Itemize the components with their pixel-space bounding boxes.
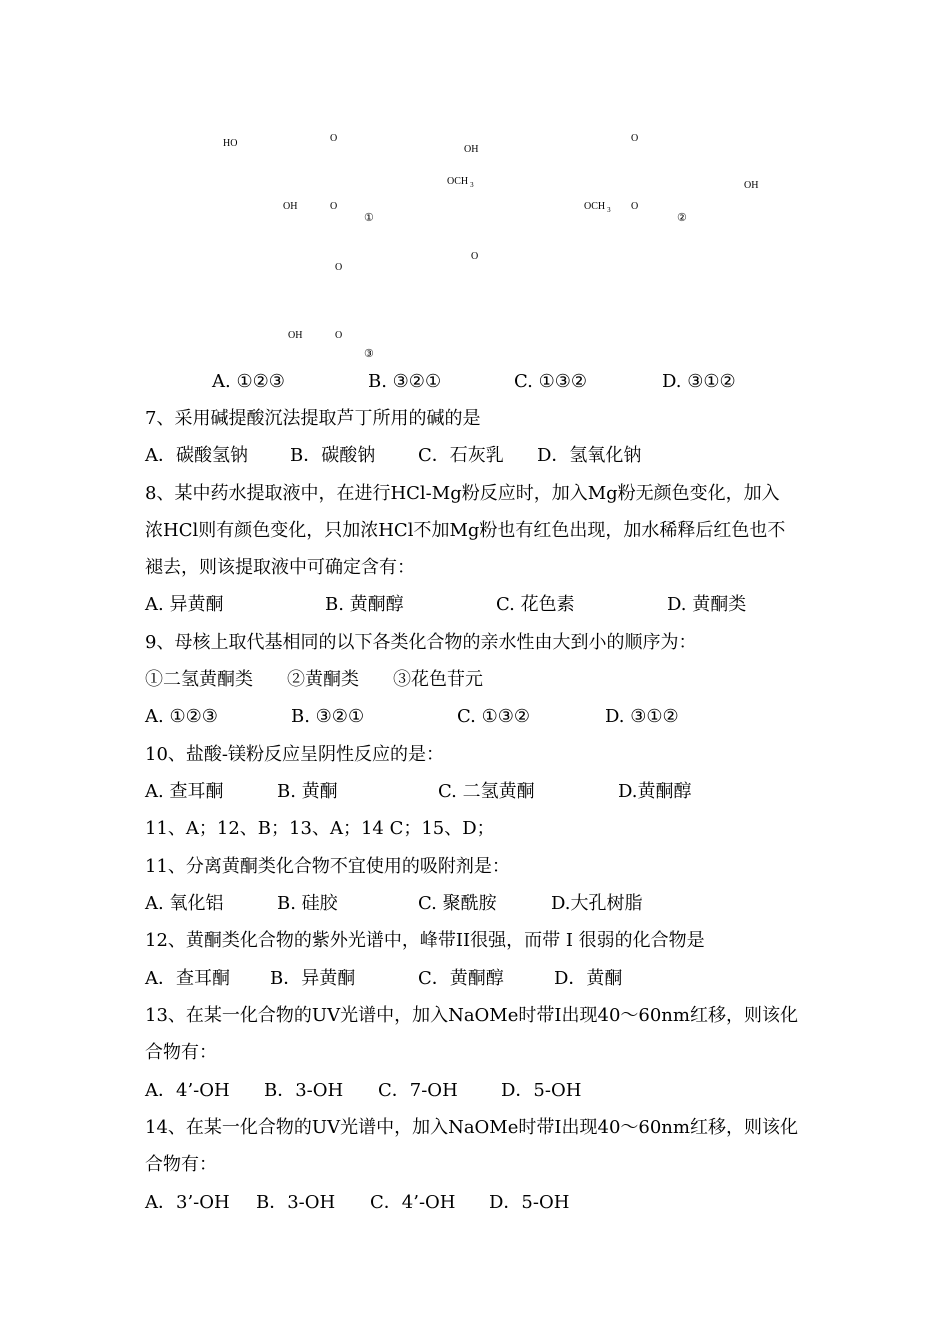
structure-label: OH: [464, 144, 479, 155]
option-d: D.黄酮醇: [618, 781, 692, 802]
structure-label: O: [330, 201, 338, 212]
option-b: B．3-OH: [264, 1080, 344, 1101]
structure-label: O: [335, 330, 343, 341]
structure-label: OCH $_3$: [584, 201, 611, 214]
option-d: D．氢氧化钠: [537, 445, 642, 466]
option-b: B. 黄酮醇: [325, 594, 404, 615]
option-c: C．石灰乳: [418, 445, 504, 466]
option-a: A．碳酸氢钠: [145, 445, 248, 466]
list-item: ①二氢黄酮类: [145, 669, 253, 690]
structure-label: HO: [223, 138, 238, 149]
option-b: B．3-OH: [256, 1192, 336, 1213]
structure-label: O: [471, 251, 479, 262]
structure-label: O: [335, 262, 343, 273]
structure-number-3: ③: [364, 347, 374, 360]
option-d: D. ③①②: [605, 706, 679, 727]
option-b: B. ③②①: [368, 371, 442, 392]
option-d: D．5-OH: [501, 1080, 582, 1101]
option-a: A. 氧化铝: [145, 893, 224, 914]
question-13-stem-line: 合物有：: [145, 1042, 217, 1063]
structure-number-2: ②: [677, 211, 687, 224]
option-c: C．4’-OH: [370, 1192, 456, 1213]
option-a: A．4’-OH: [145, 1080, 230, 1101]
answers-line: 11、A；12、B；13、A；14 C；15、D；: [145, 818, 495, 839]
structure-label: OH: [744, 180, 759, 191]
option-c: C．黄酮醇: [418, 968, 504, 989]
option-a: A. 查耳酮: [145, 781, 224, 802]
option-b: B. ③②①: [291, 706, 365, 727]
question-12-stem: 12、黄酮类化合物的紫外光谱中，峰带II很强，而带 I 很弱的化合物是: [145, 930, 705, 951]
option-c: C．7-OH: [378, 1080, 458, 1101]
list-item: ②黄酮类: [287, 669, 359, 690]
option-d: D．5-OH: [489, 1192, 570, 1213]
option-d: D．黄酮: [554, 968, 623, 989]
option-c: C. 二氢黄酮: [438, 781, 535, 802]
question-11-stem: 11、分离黄酮类化合物不宜使用的吸附剂是：: [145, 856, 510, 877]
option-d: D. 黄酮类: [667, 594, 747, 615]
option-d: D.大孔树脂: [551, 893, 643, 914]
structure-label: O: [330, 133, 338, 144]
question-8-stem-line: 褪去，则该提取液中可确定含有：: [145, 557, 415, 578]
option-a: A. ①②③: [212, 371, 285, 392]
option-b: B. 硅胶: [277, 893, 338, 914]
option-d: D. ③①②: [662, 371, 736, 392]
question-14-stem-line: 合物有：: [145, 1154, 217, 1175]
question-14-stem-line: 14、在某一化合物的UV光谱中，加入NaOMe时带I出现40～60nm红移，则该化: [145, 1117, 798, 1138]
option-a: A. 异黄酮: [145, 594, 224, 615]
option-c: C. ①③②: [457, 706, 530, 727]
option-a: A．查耳酮: [145, 968, 230, 989]
question-13-stem-line: 13、在某一化合物的UV光谱中，加入NaOMe时带I出现40～60nm红移，则该化: [145, 1005, 798, 1026]
option-c: C. ①③②: [514, 371, 587, 392]
structure-label: OH: [283, 201, 298, 212]
question-10-stem: 10、盐酸-镁粉反应呈阴性反应的是：: [145, 744, 444, 765]
structure-number-1: ①: [364, 211, 374, 224]
question-7-stem: 7、采用碱提酸沉法提取芦丁所用的碱的是: [145, 408, 481, 429]
option-c: C. 花色素: [496, 594, 575, 615]
question-8-stem-line: 8、某中药水提取液中，在进行HCl-Mg粉反应时，加入Mg粉无颜色变化，加入: [145, 483, 780, 504]
option-b: B．异黄酮: [270, 968, 356, 989]
option-a: A. ①②③: [145, 706, 218, 727]
structure-label: OCH $_3$: [447, 176, 474, 189]
structure-label: O: [631, 201, 639, 212]
question-8-stem-line: 浓HCl则有颜色变化，只加浓HCl不加Mg粉也有红色出现，加水稀释后红色也不: [145, 520, 786, 541]
option-b: B．碳酸钠: [290, 445, 376, 466]
option-b: B. 黄酮: [277, 781, 338, 802]
option-c: C. 聚酰胺: [418, 893, 497, 914]
structure-label: OH: [288, 330, 303, 341]
list-item: ③花色苷元: [393, 669, 483, 690]
structure-label: O: [631, 133, 639, 144]
question-9-stem: 9、母核上取代基相同的以下各类化合物的亲水性由大到小的顺序为：: [145, 632, 697, 653]
option-a: A．3’-OH: [145, 1192, 230, 1213]
